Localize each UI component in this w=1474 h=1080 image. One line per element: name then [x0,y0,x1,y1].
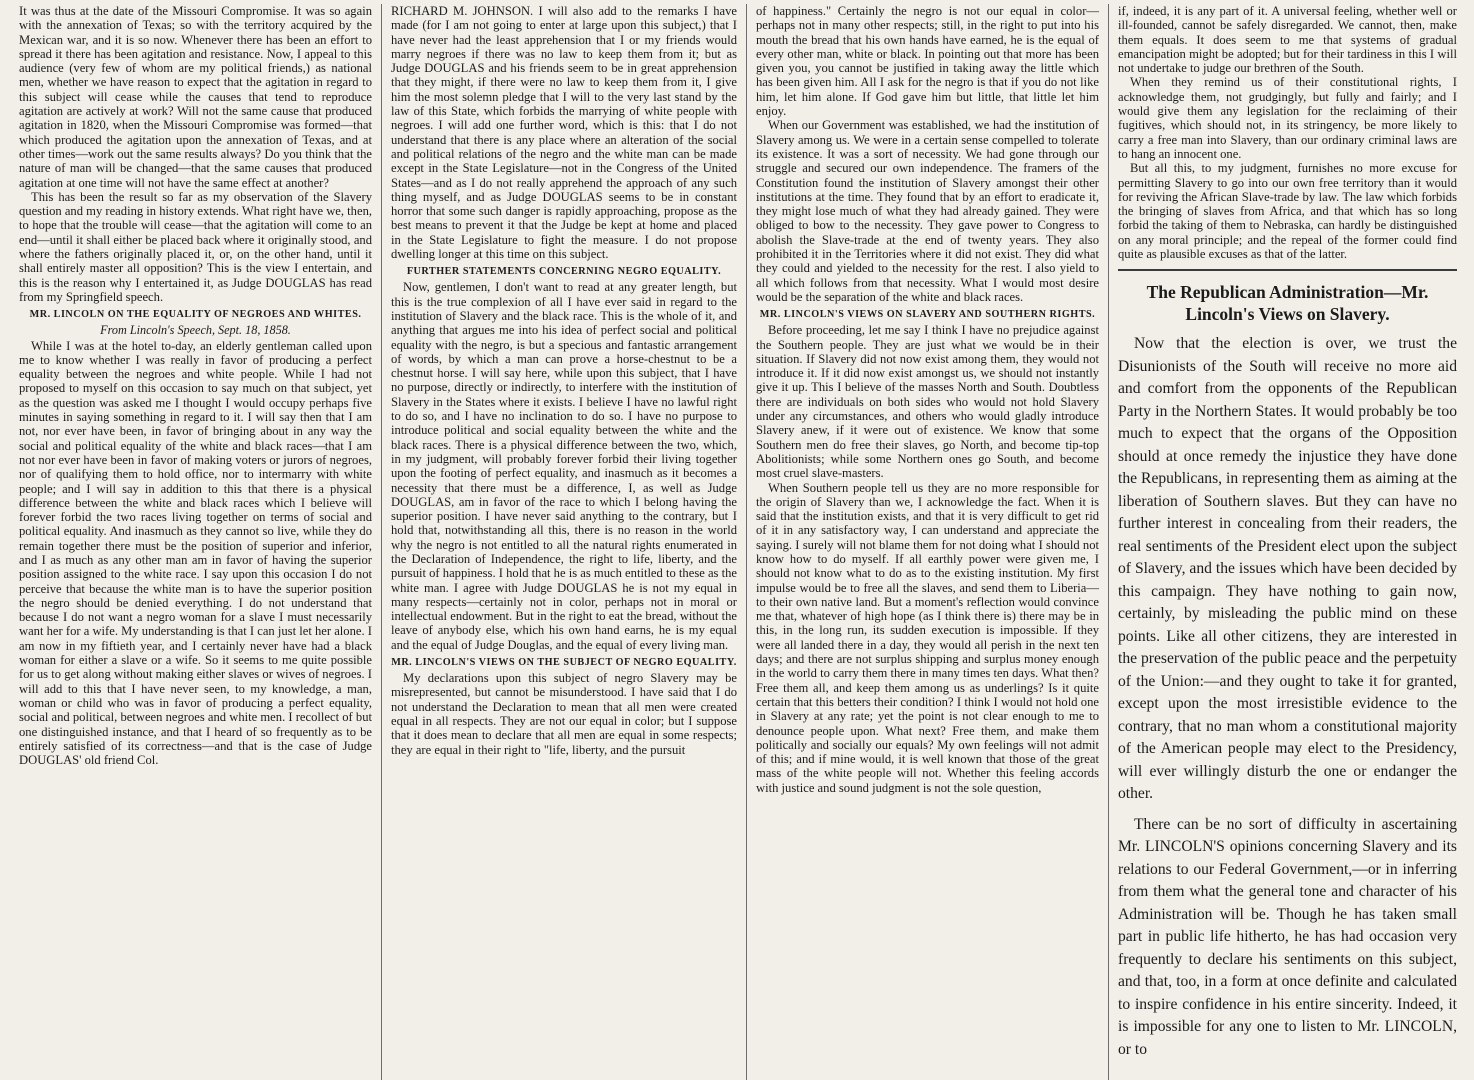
paragraph: Now, gentlemen, I don't want to read at any greater length, but this is the true complexion of all I have ever said in regard to the institution of Slavery and the black race. This is the whole of it, and anything that argues me into his idea of perfect social and political equality with the negro, is but a specious and fantastic arrangement of words, by which a man can prove a horse-chestnut to be a chestnut horse. I will say here, while upon this subject, that I have no purpose, directly or indirectly, to interfere with the institution of Slavery in the States where it exists. I believe I have no lawful right to do so, and I have no inclination to do so. I have no purpose to introduce political and social equality between the white and the black races. There is a physical difference between the two, which, in my judgment, will probably forever forbid their living together upon the footing of perfect equality, and inasmuch as it becomes a necessity that there must be a difference, I, as well as Judge DOUGLAS, am in favor of the race to which I belong having the superior position. I have never said anything to the contrary, but I hold that, notwithstanding all this, there is no reason in the world why the negro is not entitled to all the natural rights enumerated in the Declaration of Independence, the right to life, liberty, and the pursuit of happiness. I hold that he is as much entitled to these as the white man. I agree with Judge DOUGLAS he is not my equal in many respects—certainly not in color, perhaps not in moral or intellectual endowment. But in the right to eat the bread, without the leave of anybody else, which his own hand earns, he is my equal and the equal of Judge Douglas, and the equal of every living man. [391,280,737,652]
editorial-article [1118,333,1457,1061]
paragraph: When Southern people tell us they are no more responsible for the origin of Slavery than we, I acknowledge the fact. When it is said that the institution exists, and that it is very difficult to get rid of it in any satisfactory way, I can understand and appreciate the saying. I surely will not blame them for not doing what I should not know how to do myself. If all earthly power were given me, I should not know what to do as to the existing institution. My first impulse would be to free all the slaves, and send them to Liberia—to their own native land. But a moment's reflection would convince me that, whatever of high hope (as I think there is) there may be in this, in the long run, its sudden execution is impossible. If they were all landed there in a day, they would all perish in the next ten days; and there are not surplus shipping and surplus money enough in the world to carry them there in many times ten days. What then? Free them all, and keep them among us as underlings? Is it quite certain that this betters their condition? I think I would not hold one in Slavery at any rate; yet the point is not clear enough to me to denounce people upon. What next? Free them, and make them politically and socially our equals? My own feelings will not admit of this; and if mine would, it is well known that those of the great mass of the white people will not. Whether this feeling accords with justice and sound judgment is not the sole question, [756,480,1099,795]
paragraph: While I was at the hotel to-day, an elderly gentleman called upon me to know whether I was really in favor of producing a perfect equality between the negroes and white people. While I had not proposed to myself on this occasion to say much on that subject, yet as the question was asked me I thought I would occupy perhaps five minutes in saying something in regard to it. I will say then that I am not, nor ever have been, in favor of bringing about in any way the social and political equality of the white and black races—that I am not nor ever have been in favor of making voters or jurors of negroes, nor of qualifying them to hold office, nor to intermarry with white people; and I will say in addition to this that there is a physical difference between the white and black races which I believe will forever forbid the two races living together on terms of social and political equality. And inasmuch as they cannot so live, while they do remain together there must be the position of superior and inferior, and I as much as any other man am in favor of having the superior position assigned to the white race. I say upon this occasion I do not perceive that because the white man is to have the superior position the negro should be denied everything. I do not understand that because I do not want a negro woman for a slave I must necessarily want her for a wife. My understanding is that I can just let her alone. I am now in my fiftieth year, and I certainly never have had a black woman for either a slave or a wife. So it seems to me quite possible for us to get along without making either slaves or wives of negroes. I will add to this that I have never seen, to my knowledge, a man, woman or child who was in favor of producing a perfect equality, social and political, between negroes and white men. I recollect of but one distinguished instance, and that I heard of so frequently as to be entirely satisfied of its correctness—and that is the case of Judge DOUGLAS' old friend Col. [19,338,372,768]
paragraph: My declarations upon this subject of negro Slavery may be misrepresented, but cannot be misunderstood. I have said that I do not understand the Declaration to mean that all men were created equal in all respects. They are not our equal in color; but I suppose that it does mean to declare that all men are equal in some respects; they are equal in their right to "life, liberty, and the pursuit [391,671,737,757]
column-4 [1109,4,1466,1080]
paragraph: RICHARD M. JOHNSON. I will also add to the remarks I have made (for I am not going to enter at large upon this subject,) that I have never had the least apprehension that I or my friends would marry negroes if there was no law to keep them from it; but as Judge DOUGLAS and his friends seem to be in great apprehension that they might, if there were no law to keep them from it, I give him the most solemn pledge that I will to the very last stand by the law of this State, which forbids the marrying of white people with negroes. I will add one further word, which is this: that I do not understand that there is any place where an alteration of the social and political relations of the negro and the white man can be made except in the State Legislature—not in the Congress of the United States—and as I do not really apprehend the approach of any such thing myself, and as Judge DOUGLAS seems to be in constant horror that some such danger is rapidly approaching, propose as the best means to prevent it that the Judge be kept at home and placed in the State Legislature to fight the measure. I do not propose dwelling longer at this time on this subject. [391,4,737,262]
paragraph: There can be no sort of difficulty in ascertaining Mr. LINCOLN'S opinions concerning Slavery and its relations to our Federal Government,—or in inferring from them what the general tone and character of his Administration will be. Though he has taken small part in public life hitherto, he has had occasion very frequently to declare his sentiments on this subject, and that, too, in a form at once definite and calculated to inspire confidence in his entire sincerity. Indeed, it is impossible for any one to listen to Mr. LINCOLN, or to [1118,815,1457,1058]
paragraph: of happiness." Certainly the negro is not our equal in color—perhaps not in many other respects; still, in the right to put into his mouth the bread that his own hands have earned, he is the equal of every other man, white or black. In pointing out that more has been given you, you cannot be justified in taking away the little which has been given him. All I ask for the negro is that if you do not like him, let him alone. If God gave him but little, that little let him enjoy. [756,4,1099,119]
column-2 [382,4,747,1080]
article-headline: The Republican Administration—Mr. Lincoln's Views on Slavery. [1146,282,1429,325]
column-1 [10,4,382,1080]
section-divider [1118,269,1457,271]
section-heading: FURTHER STATEMENTS CONCERNING NEGRO EQUALITY. [406,266,722,278]
dateline: From Lincoln's Speech, Sept. 18, 1858. [100,323,291,338]
paragraph: When they remind us of their constitutional rights, I acknowledge them, not grudgingly, but fully and fairly; and I would give them any legislation for the reclaiming of their fugitives, which should not, in its stringency, be more likely to carry a free man into Slavery, than our ordinary criminal laws are to hang an innocent one. [1118,75,1457,161]
paragraph: This has been the result so far as my observation of the Slavery question and my reading in history extends. What right have we, then, to hope that the trouble will cease—that the agitation will come to an end—until it shall either be placed back where it originally stood, and where the fathers originally placed it, or, on the other hand, until it shall entirely master all opposition? This is the view I entertain, and this is the reason why I entertained it, as Judge DOUGLAS has read from my Springfield speech. [19,189,373,304]
paragraph: Before proceeding, let me say I think I have no prejudice against the Southern people. They are just what we would be in their situation. If Slavery did not now exist among them, they would not introduce it. If it did now exist amongst us, we should not instantly give it up. This I believe of the masses North and South. Doubtless there are individuals on both sides who would not hold Slavery under any circumstances, and others who would gladly introduce Slavery anew, if it were out of existence. We know that some Southern men do free their slaves, go North, and become tip-top Abolitionists; while some Northern ones go South, and become most cruel slave-masters. [756,323,1099,481]
paragraph: When our Government was established, we had the institution of Slavery among us. We were in a certain sense compelled to tolerate its existence. It was a sort of necessity. We had gone through our struggle and secured our own independence. The framers of the Constitution found the institution of Slavery amongst their other institutions at the time. They found that by an effort to eradicate it, they might lose much of what they had already gained. They were obliged to bow to the necessity. They gave power to Congress to abolish the Slave-trade at the end of twenty years. They also prohibited it in the Territories where it did not exist. They did what they could and yielded to the necessity for the rest. I also yield to all which follows from that necessity. What I would most desire would be the separation of the white and black races. [756,118,1099,304]
paragraph: It was thus at the date of the Missouri Compromise. It was so again with the annexation of Texas; so with the territory acquired by the Mexican war, and it is so now. Whenever there has been an effort to spread it there has been agitation and resistance. Now, I appeal to this audience (very few of whom are my political friends,) as national men, whether we have reason to expect that the agitation in regard to this subject will cease while the causes that tend to reproduce agitation are actively at work? Will not the same cause that produced agitation in 1820, when the Missouri Compromise was formed—that which produced the agitation upon the annexation of Texas, and at other times—work out the same results always? Do you think that the nature of man will be changed—that the same causes that produced agitation at one time will not have the same effect at another? [19,4,372,190]
paragraph: if, indeed, it is any part of it. A universal feeling, whether well or ill-founded, cannot be safely disregarded. We cannot, then, make them equals. It does seem to me that systems of gradual emancipation might be adopted; but for their tardiness in this I will not undertake to judge our brethren of the South. [1118,4,1457,76]
section-heading: MR. LINCOLN ON THE EQUALITY OF NEGROES AND WHITES. [29,309,362,321]
section-heading: MR. LINCOLN'S VIEWS ON THE SUBJECT OF NEGRO EQUALITY. [391,657,737,669]
paragraph: But all this, to my judgment, furnishes no more excuse for permitting Slavery to go into our own free territory than it would for reviving the African Slave-trade by law. The law which forbids the bringing of slaves from Africa, and that which has so long forbid the taking of them to Nebraska, can hardly be distinguished on any moral principle; and the repeal of the former could find quite as plausible excuses as that of the latter. [1118,161,1457,262]
section-heading: MR. LINCOLN'S VIEWS ON SLAVERY AND SOUTHERN RIGHTS. [759,309,1096,321]
paragraph: Now that the election is over, we trust the Disunionists of the South will receive no more aid and comfort from the opponents of the Republican Party in the Northern States. It would probably be too much to expect that the organs of the Opposition should at once remedy the injustice they have done the Republicans, in representing them as aiming at the liberation of Southern slaves. But they can have no further interest in concealing from their readers, the real sentiments of the President elect upon the subject of Slavery, and the issues which have been decided by this campaign. They have nothing to gain now, certainly, by misleading the public mind on these points. Like all other citizens, they are interested in the preservation of the public peace and the perpetuity of the Union:—and they ought to take it for granted, except upon the most irresistible evidence to the contrary, that no man whom a constitutional majority of the American people may elect to the Presidency, will ever willingly disturb the one or endanger the other. [1118,335,1457,803]
column-3 [747,4,1109,1080]
